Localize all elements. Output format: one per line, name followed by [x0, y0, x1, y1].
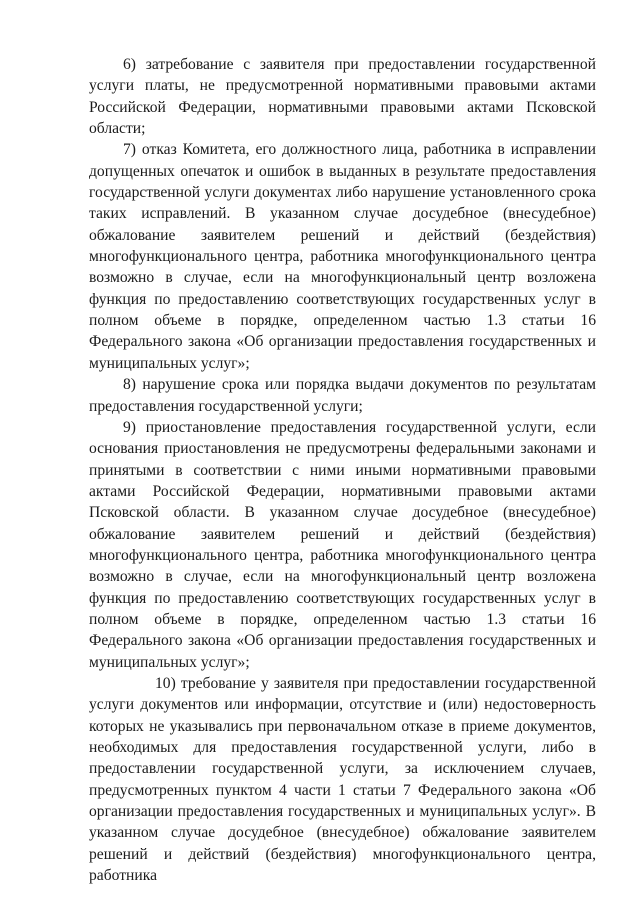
- document-body: [89, 54, 596, 886]
- paragraph-item-7: 7) отказ Комитета, его должностного лица, работника в исправлении допущенных опечаток и ошибок в выданных в результате предоставления государственной услуги документах либо нарушение установленного срока таких исправлений. В указанном случае досудебное (внесудебное) обжалование заявителем решений и действий (бездействия) многофункционального центра, работника многофункционального центра возможно в случае, если на многофункциональный центр возложена функция по предоставлению соответствующих государственных услуг в полном объеме в порядке, определенном частью 1.3 статьи 16 Федерального закона «Об организации предоставления государственных и муниципальных услуг»;: [89, 141, 596, 372]
- paragraph-item-10: 10) требование у заявителя при предоставлении государственной услуги документов или информации, отсутствие и (или) недостоверность которых не указывались при первоначальном отказе в приеме документов, необходимых для предоставления государственной услуги, либо в предоставлении государственной услуги, за исключением случаев, предусмотренных пунктом 4 части 1 статьи 7 Федерального закона «Об организации предоставления государственных и муниципальных услуг». В указанном случае досудебное (внесудебное) обжалование заявителем решений и действий (бездействия) многофункционального центра, работника: [89, 674, 596, 885]
- paragraph-item-8: 8) нарушение срока или порядка выдачи документов по результатам предоставления государственной услуги;: [89, 376, 596, 415]
- paragraph-item-9: 9) приостановление предоставления государственной услуги, если основания приостановления не предусмотрены федеральными законами и принятыми в соответствии с ними иными нормативными правовыми актами Российской Федерации, нормативными правовыми актами Псковской области. В указанном случае досудебное (внесудебное) обжалование заявителем решений и действий (бездействия) многофункционального центра, работника многофункционального центра возможно в случае, если на многофункциональный центр возложена функция по предоставлению соответствующих государственных услуг в полном объеме в порядке, определенном частью 1.3 статьи 16 Федерального закона «Об организации предоставления государственных и муниципальных услуг»;: [89, 418, 596, 671]
- paragraph-item-6: 6) затребование с заявителя при предоставлении государственной услуги платы, не предусмотренной нормативными правовыми актами Российской Федерации, нормативными правовыми актами Псковской области;: [89, 56, 596, 138]
